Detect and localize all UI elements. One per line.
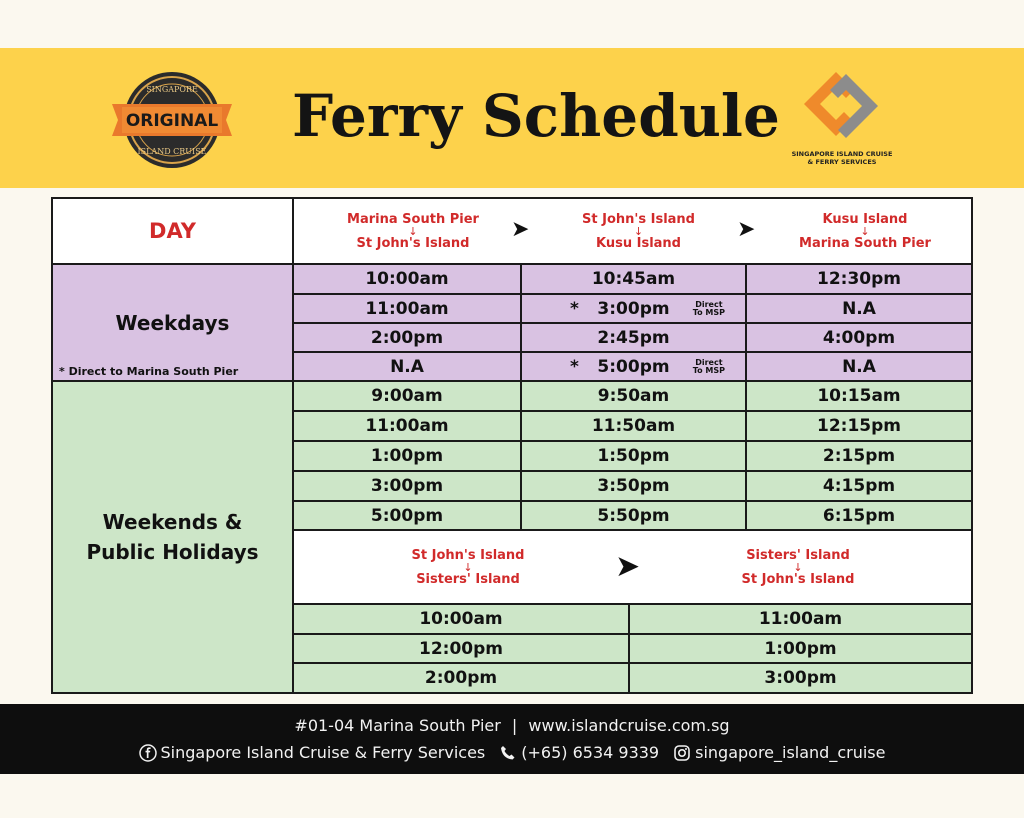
right-arrow-icon: ➤ <box>511 217 530 242</box>
route-3-from: Kusu Island <box>822 212 908 227</box>
footer-phone-text: (+65) 6534 9339 <box>521 743 660 762</box>
footer-bar <box>0 704 1024 774</box>
weekday-r2-c2: 3:00pm <box>597 298 670 319</box>
down-arrow-icon: ↓ <box>633 225 644 238</box>
sisters-route-2-from: Sisters' Island <box>746 548 850 563</box>
weekday-r3-c1: 2:00pm <box>294 324 522 353</box>
weekend-r3-c3: 2:15pm <box>747 442 971 472</box>
ferry-schedule-table <box>51 197 973 694</box>
weekend-r3-c2: 1:50pm <box>522 442 747 472</box>
weekends-label-line2: Public Holidays <box>86 540 259 564</box>
route-header-2 <box>531 203 746 261</box>
sisters-r2-c1: 12:00pm <box>294 635 630 664</box>
weekday-r2-c3: N.A <box>747 295 971 324</box>
brand-logo <box>772 66 912 178</box>
weekend-r1-c1: 9:00am <box>294 382 522 412</box>
down-arrow-icon: ↓ <box>463 561 473 574</box>
sisters-r1-c1: 10:00am <box>294 605 630 635</box>
badge-middle-text: ORIGINAL <box>125 111 219 131</box>
weekend-r4-c3: 4:15pm <box>747 472 971 502</box>
route-2-from: St John's Island <box>582 212 695 227</box>
badge-bottom-text: ISLAND CRUISE <box>137 147 207 156</box>
sisters-r2-c2: 1:00pm <box>630 635 971 664</box>
route-3-to: Marina South Pier <box>799 236 931 251</box>
right-arrow-icon: ➤ <box>615 549 641 584</box>
weekend-r2-c3: 12:15pm <box>747 412 971 442</box>
sisters-r3-c2: 3:00pm <box>630 664 971 692</box>
original-badge-logo <box>108 70 236 170</box>
star-marker: * <box>570 356 579 377</box>
header-band <box>0 48 1024 188</box>
weekend-r3-c1: 1:00pm <box>294 442 522 472</box>
weekday-r4-c2-cell <box>522 353 747 382</box>
weekdays-note: * Direct to Marina South Pier <box>59 365 239 378</box>
footer-phone[interactable] <box>499 743 659 762</box>
footer-facebook-text: Singapore Island Cruise & Ferry Services <box>160 743 486 762</box>
weekend-r4-c2: 3:50pm <box>522 472 747 502</box>
weekend-r5-c1: 5:00pm <box>294 502 522 531</box>
right-arrow-icon: ➤ <box>737 217 756 242</box>
weekday-r2-c2-cell <box>522 295 747 324</box>
sisters-route-2 <box>683 537 913 599</box>
weekend-r1-c2: 9:50am <box>522 382 747 412</box>
footer-instagram-text: singapore_island_cruise <box>695 743 886 762</box>
down-arrow-icon: ↓ <box>860 225 870 238</box>
star-marker: * <box>570 298 579 319</box>
weekend-r2-c2: 11:50am <box>522 412 747 442</box>
sisters-route-1-to: Sisters' Island <box>416 572 520 587</box>
weekday-r4-c1: N.A <box>294 353 522 382</box>
weekdays-group-cell <box>53 265 294 382</box>
footer-line-1 <box>0 716 1024 735</box>
weekday-r1-c1: 10:00am <box>294 265 522 295</box>
sisters-route-1 <box>353 537 583 599</box>
badge-top-text: SINGAPORE <box>146 85 198 94</box>
weekend-r4-c1: 3:00pm <box>294 472 522 502</box>
brand-mark-icon <box>802 66 882 146</box>
down-arrow-icon: ↓ <box>408 225 418 238</box>
sisters-route-2-to: St John's Island <box>741 572 855 587</box>
route-header-3 <box>759 203 971 261</box>
day-label: DAY <box>149 219 196 243</box>
footer-website[interactable]: www.islandcruise.com.sg <box>528 716 730 735</box>
weekday-r3-c3: 4:00pm <box>747 324 971 353</box>
weekday-r4-c2: 5:00pm <box>597 356 670 377</box>
footer-instagram[interactable] <box>673 743 885 762</box>
route-1-to: St John's Island <box>356 236 470 251</box>
sisters-route-1-from: St John's Island <box>411 548 525 563</box>
phone-icon <box>499 744 517 762</box>
footer-facebook[interactable] <box>139 743 486 762</box>
weekday-r1-c2: 10:45am <box>522 265 747 295</box>
sisters-r3-c1: 2:00pm <box>294 664 630 692</box>
route-1-from: Marina South Pier <box>347 212 479 227</box>
weekend-r2-c1: 11:00am <box>294 412 522 442</box>
direct-to-msp-tag: Direct To MSP <box>692 357 725 375</box>
weekend-r5-c3: 6:15pm <box>747 502 971 531</box>
down-arrow-icon: ↓ <box>793 561 803 574</box>
brand-line2: & FERRY SERVICES <box>807 158 877 166</box>
brand-line1: SINGAPORE ISLAND CRUISE <box>791 150 893 158</box>
weekday-r1-c3: 12:30pm <box>747 265 971 295</box>
facebook-icon <box>139 744 157 762</box>
route-2-to: Kusu Island <box>596 236 681 251</box>
weekend-r1-c3: 10:15am <box>747 382 971 412</box>
weekend-r5-c2: 5:50pm <box>522 502 747 531</box>
weekday-r4-c3: N.A <box>747 353 971 382</box>
direct-to-msp-tag: Direct To MSP <box>692 299 725 317</box>
instagram-icon <box>673 744 691 762</box>
page-title: Ferry Schedule <box>292 82 780 150</box>
footer-line-2 <box>0 743 1024 762</box>
weekday-r3-c2: 2:45pm <box>522 324 747 353</box>
weekdays-label: Weekdays <box>115 310 230 335</box>
day-header-cell <box>53 199 294 265</box>
footer-separator: | <box>511 716 518 735</box>
weekday-r2-c1: 11:00am <box>294 295 522 324</box>
weekends-label-line1: Weekends & <box>102 510 243 534</box>
route-header-1 <box>303 203 523 261</box>
weekends-label <box>86 507 258 567</box>
footer-address: #01-04 Marina South Pier <box>294 716 501 735</box>
weekends-group-cell <box>53 382 294 692</box>
sisters-r1-c2: 11:00am <box>630 605 971 635</box>
